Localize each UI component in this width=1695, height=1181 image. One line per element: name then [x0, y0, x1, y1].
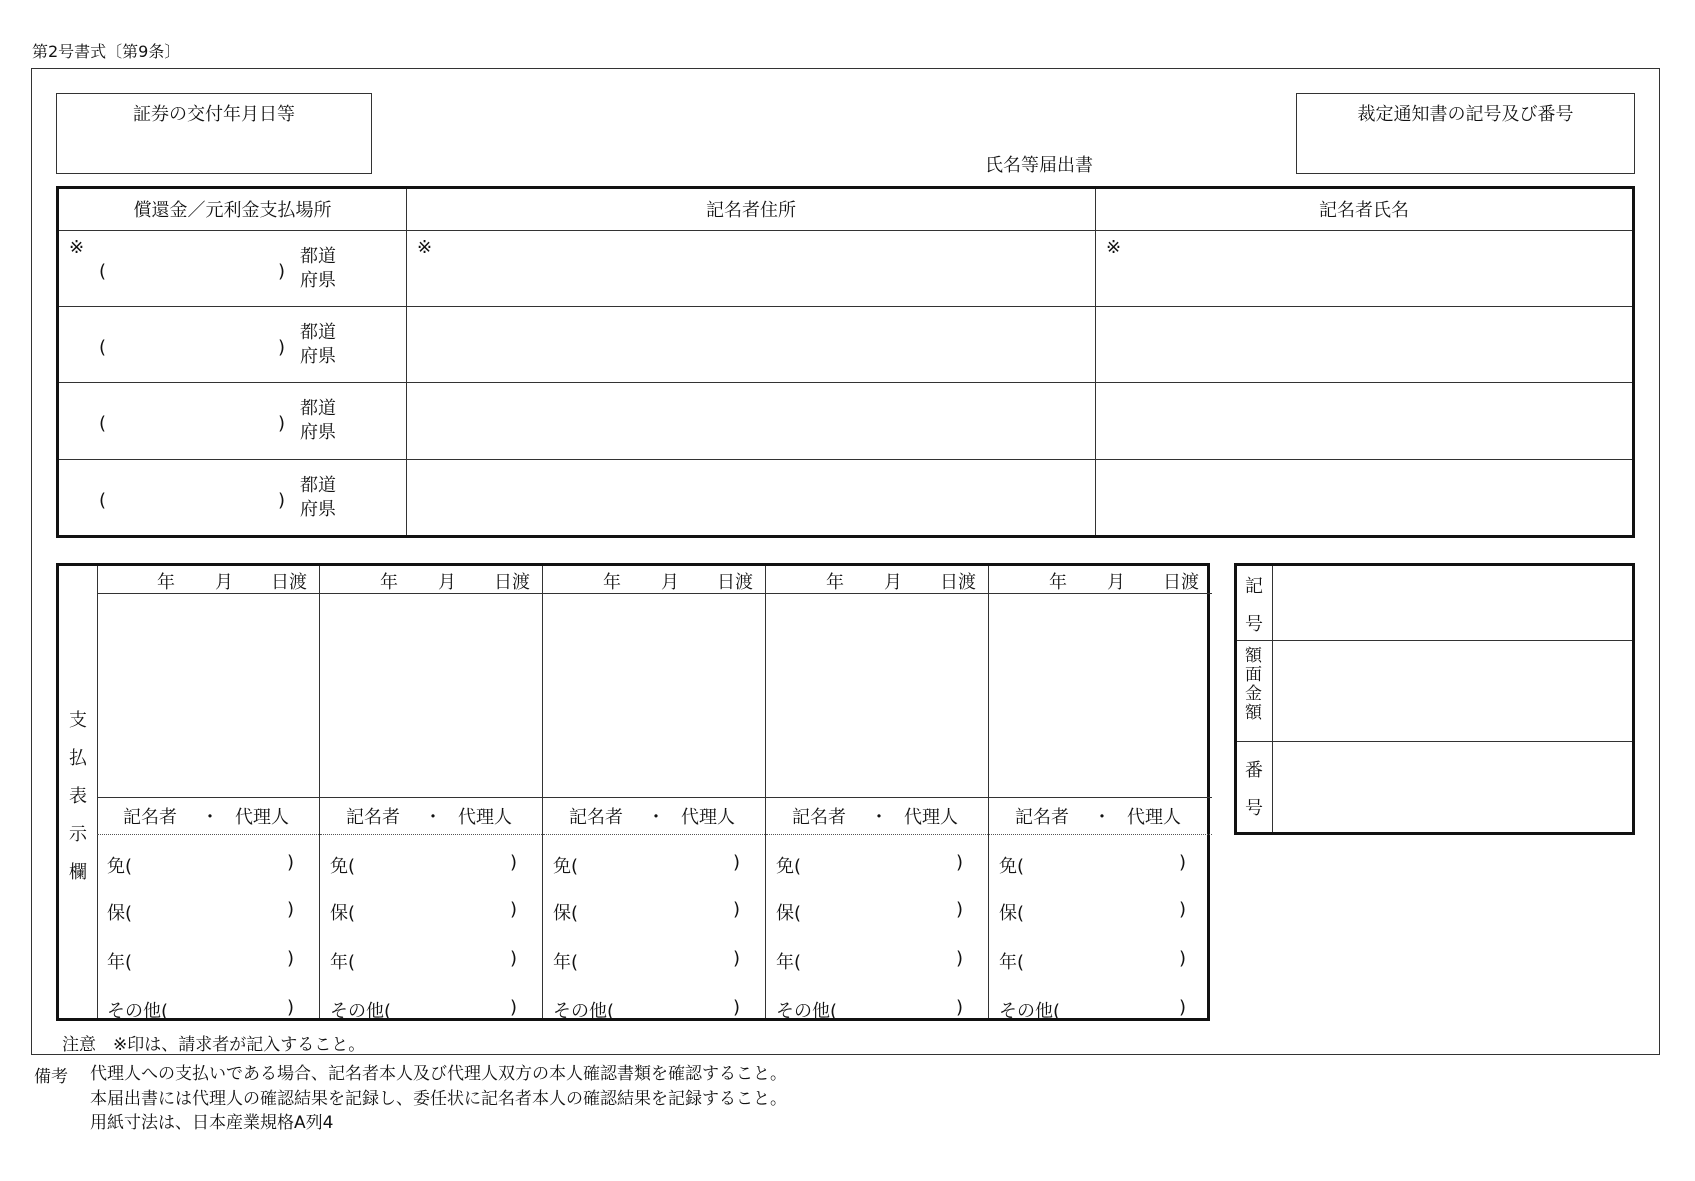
- bango-char: 番: [1245, 760, 1263, 781]
- seal-area[interactable]: [766, 594, 988, 798]
- paren-close: ): [956, 948, 964, 969]
- paren-open: (: [99, 337, 107, 359]
- day-label: 日渡: [271, 572, 307, 593]
- payment-column: [320, 566, 543, 1022]
- name-cell[interactable]: [1096, 459, 1634, 536]
- agent-option[interactable]: 代理人: [458, 807, 512, 828]
- payment-date[interactable]: [320, 566, 542, 594]
- ruling-number-label: 裁定通知書の記号及び番号: [1357, 104, 1574, 125]
- divider: [766, 834, 988, 835]
- year-label: 年: [1049, 572, 1067, 593]
- id-document-row[interactable]: 年(: [999, 952, 1025, 973]
- paren-close: ): [287, 852, 295, 873]
- paren-close: ): [510, 852, 518, 873]
- prefecture-label: 都道 府県: [300, 322, 336, 368]
- paren-close: ): [278, 337, 286, 359]
- paren-close: ): [510, 899, 518, 920]
- agent-option[interactable]: 代理人: [1127, 807, 1181, 828]
- remark-line: 本届出書には代理人の確認結果を記録し、委任状に記名者本人の確認結果を記録すること。: [90, 1088, 787, 1109]
- payment-label-char: 示: [69, 824, 87, 845]
- name-cell[interactable]: [1096, 383, 1634, 459]
- payment-label-char: 払: [69, 748, 87, 769]
- ruling-number-box: [1296, 93, 1635, 174]
- id-document-row[interactable]: その他(: [776, 1001, 838, 1022]
- page-title: 氏名等届出書: [985, 155, 1093, 176]
- paren-close: ): [956, 852, 964, 873]
- required-mark: ※: [417, 236, 433, 258]
- notice: 注意 ※印は、請求者が記入すること。: [62, 1035, 366, 1055]
- year-label: 年: [603, 572, 621, 593]
- id-document-row[interactable]: 保(: [330, 903, 356, 924]
- agent-option[interactable]: 代理人: [235, 807, 289, 828]
- address-cell[interactable]: [407, 230, 1096, 306]
- holder-option[interactable]: 記名者: [1015, 807, 1069, 828]
- kigo-field[interactable]: [1273, 566, 1632, 640]
- holder-option[interactable]: 記名者: [346, 807, 400, 828]
- id-document-row[interactable]: 保(: [553, 903, 579, 924]
- payment-date[interactable]: [766, 566, 988, 594]
- day-label: 日渡: [940, 572, 976, 593]
- paren-close: ): [1179, 899, 1187, 920]
- address-cell[interactable]: [407, 307, 1096, 383]
- prefecture-label: 都道 府県: [300, 398, 336, 444]
- paren-open: (: [99, 413, 107, 435]
- name-cell[interactable]: [1096, 307, 1634, 383]
- table-row: [58, 459, 1634, 536]
- year-label: 年: [157, 572, 175, 593]
- form-number: 第2号書式〔第9条〕: [32, 42, 181, 61]
- id-document-row[interactable]: その他(: [330, 1001, 392, 1022]
- payment-date[interactable]: [989, 566, 1212, 594]
- kigo-char: 号: [1245, 614, 1263, 635]
- id-document-row[interactable]: 免(: [999, 856, 1025, 877]
- paren-close: ): [956, 899, 964, 920]
- divider: [989, 834, 1212, 835]
- seal-area[interactable]: [543, 594, 765, 798]
- id-document-row[interactable]: 年(: [553, 952, 579, 973]
- id-document-row[interactable]: 免(: [776, 856, 802, 877]
- payment-label-char: 欄: [69, 862, 87, 883]
- paren-close: ): [733, 997, 741, 1018]
- id-document-row[interactable]: その他(: [107, 1001, 169, 1022]
- divider: [320, 834, 542, 835]
- paren-close: ): [733, 899, 741, 920]
- kigo-label: [1237, 566, 1273, 640]
- seal-area[interactable]: [989, 594, 1212, 798]
- registration-table: [56, 186, 1635, 538]
- paren-close: ): [278, 413, 286, 435]
- address-cell[interactable]: [407, 383, 1096, 459]
- remarks: [90, 1062, 787, 1136]
- paren-close: ): [733, 852, 741, 873]
- agent-option[interactable]: 代理人: [904, 807, 958, 828]
- year-label: 年: [826, 572, 844, 593]
- payment-label-char: 支: [69, 710, 87, 731]
- payment-place-cell[interactable]: [58, 383, 407, 459]
- paren-close: ): [510, 997, 518, 1018]
- day-label: 日渡: [717, 572, 753, 593]
- prefecture-label: 都道 府県: [300, 245, 336, 291]
- payment-date[interactable]: [543, 566, 765, 594]
- kigo-char: 記: [1245, 576, 1263, 597]
- remark-line: 代理人への支払いである場合、記名者本人及び代理人双方の本人確認書類を確認すること。: [90, 1064, 787, 1084]
- payment-display-label: [59, 566, 98, 1018]
- paren-close: ): [956, 997, 964, 1018]
- header-payment-place: 償還金／元利金支払場所: [58, 188, 407, 231]
- month-label: 月: [215, 572, 233, 593]
- month-label: 月: [1107, 572, 1125, 593]
- role-separator: ・: [870, 807, 888, 828]
- month-label: 月: [438, 572, 456, 593]
- seal-area[interactable]: [97, 594, 319, 798]
- amount-label: [1237, 641, 1273, 741]
- prefecture-label: 都道 府県: [300, 474, 336, 520]
- payment-place-cell[interactable]: [58, 307, 407, 383]
- bango-char: 号: [1245, 798, 1263, 819]
- paren-close: ): [287, 997, 295, 1018]
- paren-open: (: [99, 489, 107, 511]
- day-label: 日渡: [1163, 572, 1199, 593]
- id-document-row[interactable]: 免(: [553, 856, 579, 877]
- id-document-row[interactable]: 保(: [107, 903, 133, 924]
- issue-date-label: 証券の交付年月日等: [133, 104, 295, 125]
- table-row: [58, 307, 1634, 383]
- paren-close: ): [287, 948, 295, 969]
- remarks-label: 備考: [34, 1067, 68, 1087]
- paren-open: (: [99, 260, 107, 282]
- payment-place-cell[interactable]: [58, 230, 407, 306]
- payment-display-block: [56, 563, 1210, 1021]
- id-document-row[interactable]: その他(: [553, 1001, 615, 1022]
- payment-column: [989, 566, 1212, 1022]
- paren-close: ): [278, 260, 286, 282]
- id-document-row[interactable]: 免(: [107, 856, 133, 877]
- amount-text: 額面金額: [1245, 646, 1262, 723]
- holder-option[interactable]: 記名者: [792, 807, 846, 828]
- remark-line: 用紙寸法は、日本産業規格A列4: [90, 1113, 334, 1133]
- payment-label-char: 表: [69, 786, 87, 807]
- day-label: 日渡: [494, 572, 530, 593]
- divider: [543, 834, 765, 835]
- id-document-row[interactable]: 年(: [330, 952, 356, 973]
- bond-info-box: [1234, 563, 1635, 835]
- paren-close: ): [510, 948, 518, 969]
- id-document-row[interactable]: 年(: [776, 952, 802, 973]
- role-separator: ・: [424, 807, 442, 828]
- table-row: [58, 230, 1634, 306]
- header-holder-name: 記名者氏名: [1096, 188, 1634, 231]
- bango-field[interactable]: [1273, 742, 1632, 832]
- paren-close: ): [1179, 948, 1187, 969]
- role-separator: ・: [647, 807, 665, 828]
- issue-date-box: [56, 93, 372, 174]
- paren-close: ): [287, 899, 295, 920]
- id-document-row[interactable]: 保(: [776, 903, 802, 924]
- payment-column: [766, 566, 989, 1022]
- address-cell[interactable]: [407, 459, 1096, 536]
- month-label: 月: [884, 572, 902, 593]
- payment-column: [97, 566, 320, 1022]
- header-holder-address: 記名者住所: [407, 188, 1096, 231]
- month-label: 月: [661, 572, 679, 593]
- paren-close: ): [278, 489, 286, 511]
- year-label: 年: [380, 572, 398, 593]
- id-document-row[interactable]: その他(: [999, 1001, 1061, 1022]
- payment-place-cell[interactable]: [58, 459, 407, 536]
- role-separator: ・: [201, 807, 219, 828]
- role-separator: ・: [1093, 807, 1111, 828]
- agent-option[interactable]: 代理人: [681, 807, 735, 828]
- divider: [97, 834, 319, 835]
- holder-option[interactable]: 記名者: [569, 807, 623, 828]
- id-document-row[interactable]: 年(: [107, 952, 133, 973]
- paren-close: ): [1179, 997, 1187, 1018]
- payment-date[interactable]: [97, 566, 319, 594]
- required-mark: ※: [69, 236, 85, 258]
- id-document-row[interactable]: 免(: [330, 856, 356, 877]
- table-row: [58, 383, 1634, 459]
- payment-column: [543, 566, 766, 1022]
- name-cell[interactable]: [1096, 230, 1634, 306]
- id-document-row[interactable]: 保(: [999, 903, 1025, 924]
- paren-close: ): [733, 948, 741, 969]
- required-mark: ※: [1106, 236, 1122, 258]
- bango-label: [1237, 742, 1273, 832]
- paren-close: ): [1179, 852, 1187, 873]
- seal-area[interactable]: [320, 594, 542, 798]
- amount-field[interactable]: [1273, 641, 1632, 741]
- holder-option[interactable]: 記名者: [123, 807, 177, 828]
